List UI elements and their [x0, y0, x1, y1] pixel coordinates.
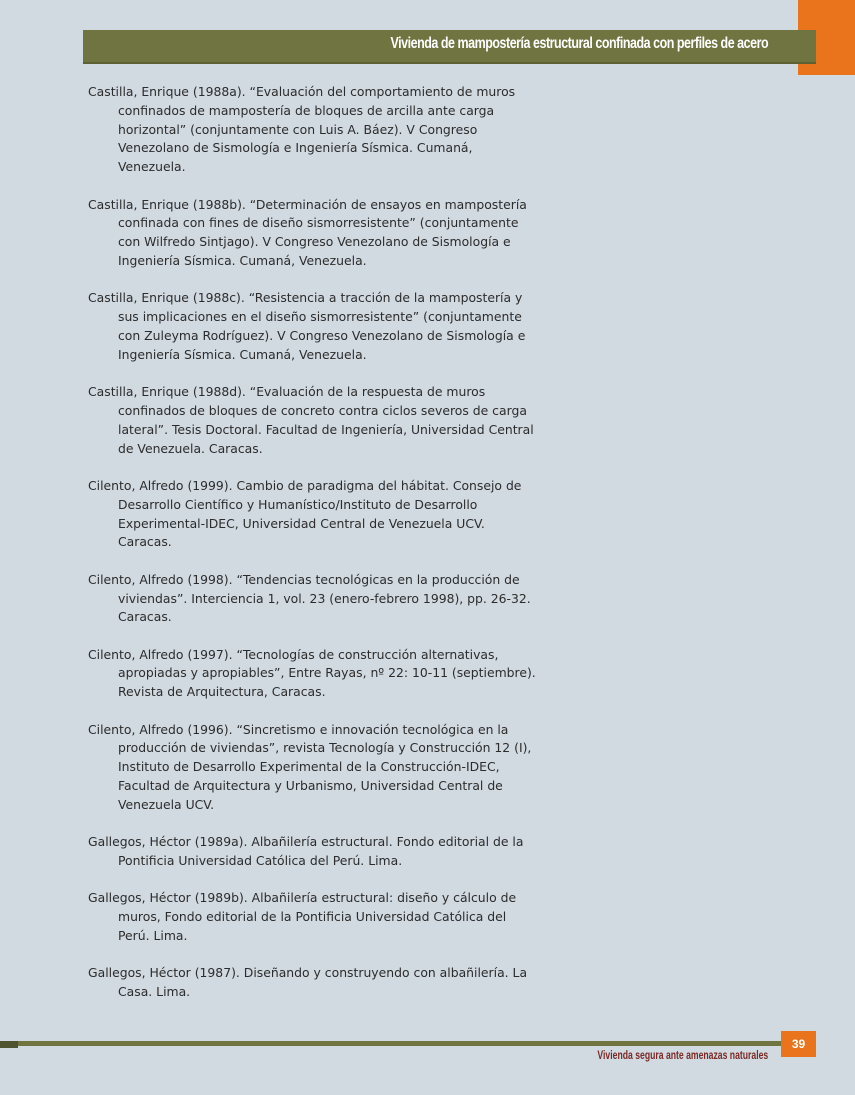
reference-item: Castilla, Enrique (1988d). “Evaluación de la respuesta de muros confinados de bloques de concreto contra ciclos severos de carga lateral”. Tesis Doctoral. Facultad de Ingeniería, Universidad Central de Venezuela. Caracas. — [88, 384, 534, 456]
reference-item: Castilla, Enrique (1988b). “Determinación de ensayos en mampostería confinada con fines de diseño sismorresistente” (conjuntamente con Wilfredo Sintjago). V Congreso Venezolano de Sismología e Ingeniería Sísmica. Cumaná, Venezuela. — [88, 196, 527, 268]
page-number: 39 — [781, 1031, 816, 1057]
reference-item: Cilento, Alfredo (1997). “Tecnologías de construcción alternativas, apropiadas y apropiables”, Entre Rayas, nº 22: 10-11 (septiembre). Revista de Arquitectura, Caracas. — [88, 646, 536, 700]
header-bar — [83, 30, 816, 64]
footer-rule — [0, 1041, 782, 1046]
reference-list — [88, 83, 538, 1021]
reference-item: Cilento, Alfredo (1996). “Sincretismo e innovación tecnológica en la producción de viviendas”, revista Tecnología y Construcción 12 (I), Instituto de Desarrollo Experimental de la Construcción-IDEC, Facultad de Arquitectura y Urbanismo, Universidad Central de Venezuela UCV. — [88, 721, 532, 812]
header-title: Vivienda de mampostería estructural confinada con perfiles de acero — [390, 35, 768, 52]
reference-item: Gallegos, Héctor (1987). Diseñando y construyendo con albañilería. La Casa. Lima. — [88, 965, 528, 1000]
footer-title: Vivienda segura ante amenazas naturales — [597, 1048, 768, 1062]
reference-item: Gallegos, Héctor (1989b). Albañilería estructural: diseño y cálculo de muros, Fondo editorial de la Pontificia Universidad Católica del Perú. Lima. — [88, 890, 517, 944]
reference-item: Castilla, Enrique (1988a). “Evaluación del comportamiento de muros confinados de mampostería de bloques de arcilla ante carga horizontal” (conjuntamente con Luis A. Báez). V Congreso Venezolano de Sismología e Ingeniería Sísmica. Cumaná, Venezuela. — [88, 84, 516, 175]
reference-item: Castilla, Enrique (1988c). “Resistencia a tracción de la mampostería y sus implicaciones en el diseño sismorresistente” (conjuntamente con Zuleyma Rodríguez). V Congreso Venezolano de Sismología e Ingeniería Sísmica. Cumaná, Venezuela. — [88, 290, 526, 362]
footer-rule-accent — [0, 1041, 18, 1048]
reference-item: Gallegos, Héctor (1989a). Albañilería estructural. Fondo editorial de la Pontificia Universidad Católica del Perú. Lima. — [88, 834, 524, 869]
reference-item: Cilento, Alfredo (1998). “Tendencias tecnológicas en la producción de viviendas”. Interciencia 1, vol. 23 (enero-febrero 1998), pp. 26-32. Caracas. — [88, 571, 531, 625]
reference-item: Cilento, Alfredo (1999). Cambio de paradigma del hábitat. Consejo de Desarrollo Científico y Humanístico/Instituto de Desarrollo Experimental-IDEC, Universidad Central de Venezuela UCV. Caracas. — [88, 477, 522, 550]
